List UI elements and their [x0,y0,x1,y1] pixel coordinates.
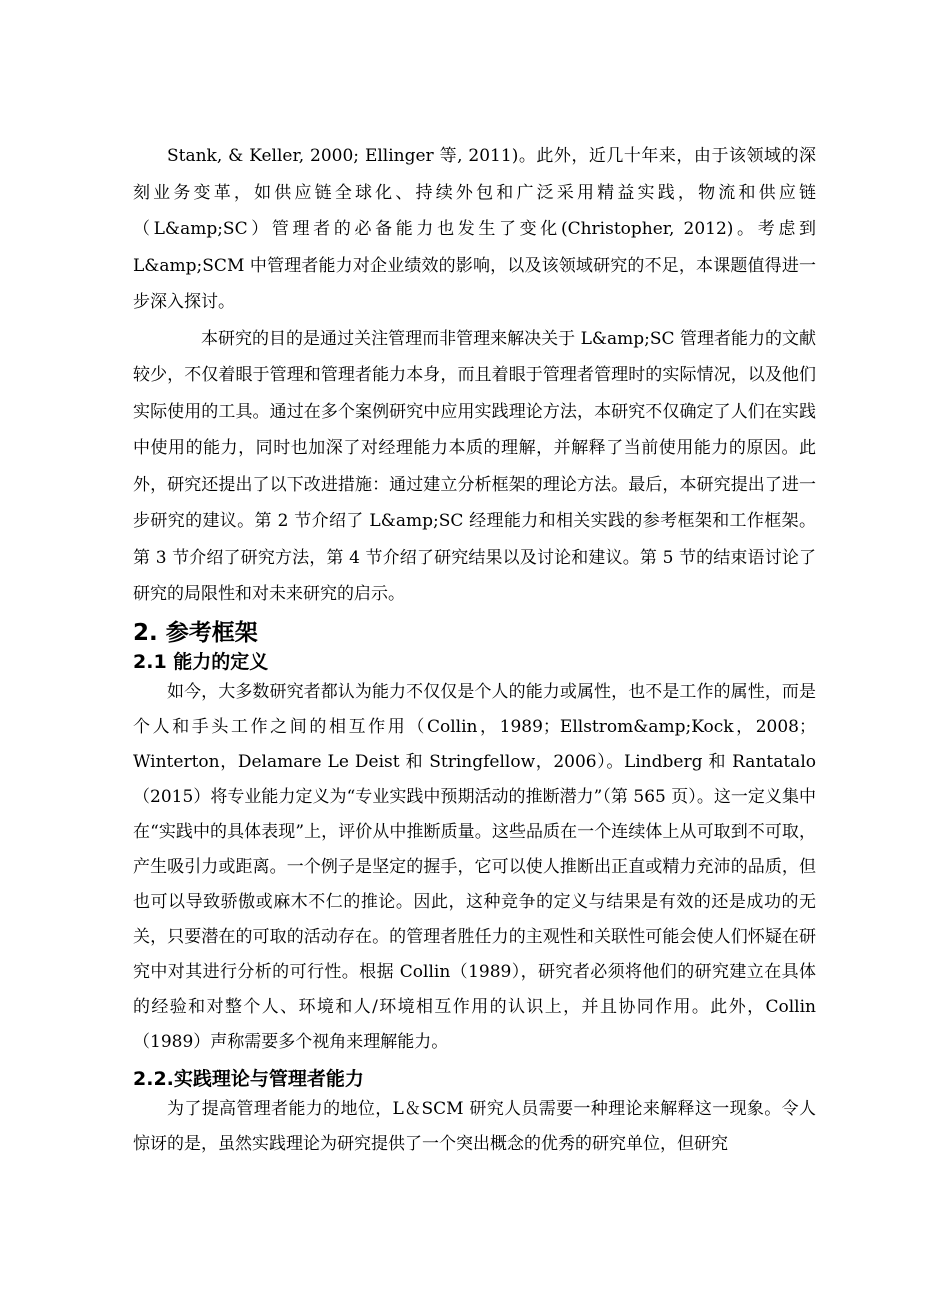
section-2-heading: 2. 参考框架 [133,619,258,646]
document-page [133,138,816,1162]
section-2-2-heading: 2.2.实践理论与管理者能力 [133,1067,364,1090]
section-2-1-paragraph: 如今，大多数研究者都认为能力不仅仅是个人的能力或属性，也不是工作的属性，而是个人和手头工作之间的相互作用（Collin，1989；Ellstrom&amp;Kock，2008；Winterton，Delamare Le Deist 和 Stringfellow，2006）。Lindberg 和 Rantatalo（2015）将专业能力定义为“专业实践中预期活动的推断潜力”（第 565 页）。这一定义集中在“实践中的具体表现”上，评价从中推断质量。这些品质在一个连续体上从可取到不可取，产生吸引力或距离。一个例子是坚定的握手，它可以使人推断出正直或精力充沛的品质，但也可以导致骄傲或麻木不仁的推论。因此，这种竞争的定义与结果是有效的还是成功的无关，只要潜在的可取的活动存在。的管理者胜任力的主观性和关联性可能会使人们怀疑在研究中对其进行分析的可行性。根据 Collin（1989），研究者必须将他们的研究建立在具体的经验和对整个人、环境和人/环境相互作用的认识上，并且协同作用。此外，Collin（1989）声称需要多个视角来理解能力。 [133,681,816,1052]
intro-paragraph-1: Stank, & Keller, 2000; Ellinger 等, 2011)。此外，近几十年来，由于该领域的深刻业务变革，如供应链全球化、持续外包和广泛采用精益实践，物流和供应链（L&amp;SC）管理者的必备能力也发生了变化(Christopher, 2012)。考虑到L&amp;SCM 中管理者能力对企业绩效的影响，以及该领域研究的不足，本课题值得进一步深入探讨。 [133,146,816,312]
section-2-1-heading: 2.1 能力的定义 [133,650,269,673]
section-2-2-paragraph: 为了提高管理者能力的地位，L＆SCM 研究人员需要一种理论来解释这一现象。令人惊讶的是，虽然实践理论为研究提供了一个突出概念的优秀的研究单位，但研究 [133,1098,816,1154]
intro-paragraph-2: 本研究的目的是通过关注管理而非管理来解决关于 L&amp;SC 管理者能力的文献较少，不仅着眼于管理和管理者能力本身，而且着眼于管理者管理时的实际情况，以及他们实际使用的工具。通过在多个案例研究中应用实践理论方法，本研究不仅确定了人们在实践中使用的能力，同时也加深了对经理能力本质的理解，并解释了当前使用能力的原因。此外，研究还提出了以下改进措施：通过建立分析框架的理论方法。最后，本研究提出了进一步研究的建议。第 2 节介绍了 L&amp;SC 经理能力和相关实践的参考框架和工作框架。第 3 节介绍了研究方法，第 4 节介绍了研究结果以及讨论和建议。第 5 节的结束语讨论了研究的局限性和对未来研究的启示。 [133,328,816,604]
